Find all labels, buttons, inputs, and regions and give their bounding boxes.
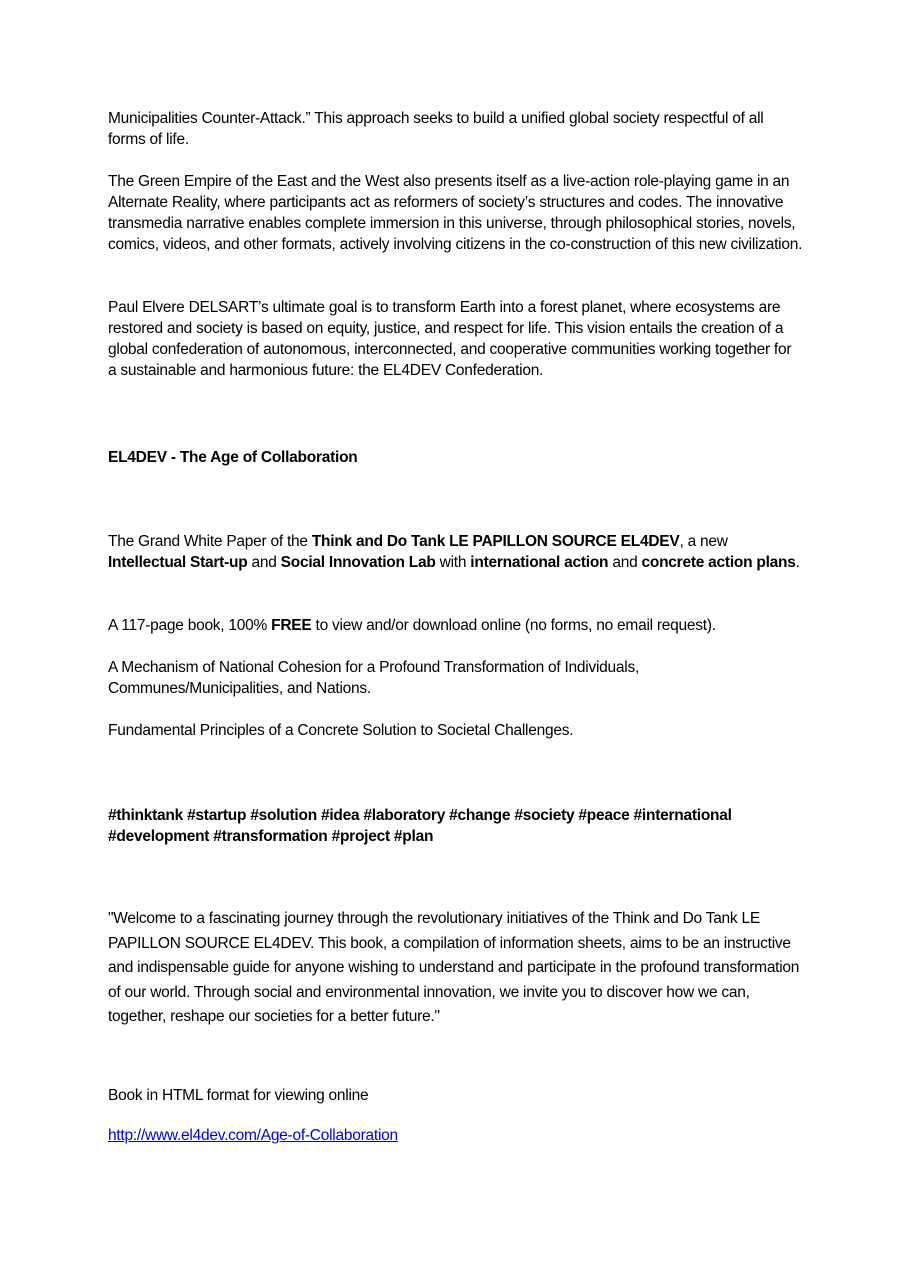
- quote-paragraph: "Welcome to a fascinating journey through the revolutionary initiatives of the Think and Do Tank LE PAPILLON SOURCE EL4DEV. This book, a compilation of information sheets, aims to be an instructive and indispensable guide for anyone wishing to understand and participate in the profound transformation of our world. Through social and environmental innovation, we invite you to discover how we can, together, reshape our societies for a better future.": [108, 910, 800, 1025]
- paragraph-book-free: A 117-page book, 100% FREE to view and/or download online (no forms, no email request).: [108, 617, 716, 634]
- paragraph-mechanism: A Mechanism of National Cohesion for a Profound Transformation of Individuals, Communes/Municipalities, and Nations.: [108, 659, 640, 697]
- section-heading: EL4DEV - The Age of Collaboration: [108, 449, 358, 466]
- paragraph-principles: Fundamental Principles of a Concrete Solution to Societal Challenges.: [108, 722, 574, 739]
- hashtags: #thinktank #startup #solution #idea #laboratory #change #society #peace #international #development #transformation #project #plan: [108, 807, 732, 845]
- html-format-label: Book in HTML format for viewing online: [108, 1087, 369, 1104]
- paragraph-ultimate-goal: Paul Elvere DELSART’s ultimate goal is to transform Earth into a forest planet, where ecosystems are restored and society is based on equity, justice, and respect for life. This vision entails the creation of a global confederation of autonomous, interconnected, and cooperative communities working together for a sustainable and harmonious future: the EL4DEV Confederation.: [108, 299, 792, 379]
- paragraph-intro: The Grand White Paper of the Think and Do Tank LE PAPILLON SOURCE EL4DEV, a new Intellectual Start-up and Social Innovation Lab with international action and concrete action plans.: [108, 533, 800, 571]
- link-paragraph: [108, 1125, 803, 1146]
- paragraph-green-empire: The Green Empire of the East and the West also presents itself as a live-action role-playing game in an Alternate Reality, where participants act as reformers of society’s structures and codes. The innovative transmedia narrative enables complete immersion in this universe, through philosophical stories, novels, comics, videos, and other formats, actively involving citizens in the co-construction of this new civilization.: [108, 173, 803, 253]
- paragraph-counter-attack: Municipalities Counter-Attack.” This approach seeks to build a unified global society respectful of all forms of life.: [108, 110, 764, 148]
- book-link[interactable]: http://www.el4dev.com/Age-of-Collaboration: [108, 1127, 398, 1144]
